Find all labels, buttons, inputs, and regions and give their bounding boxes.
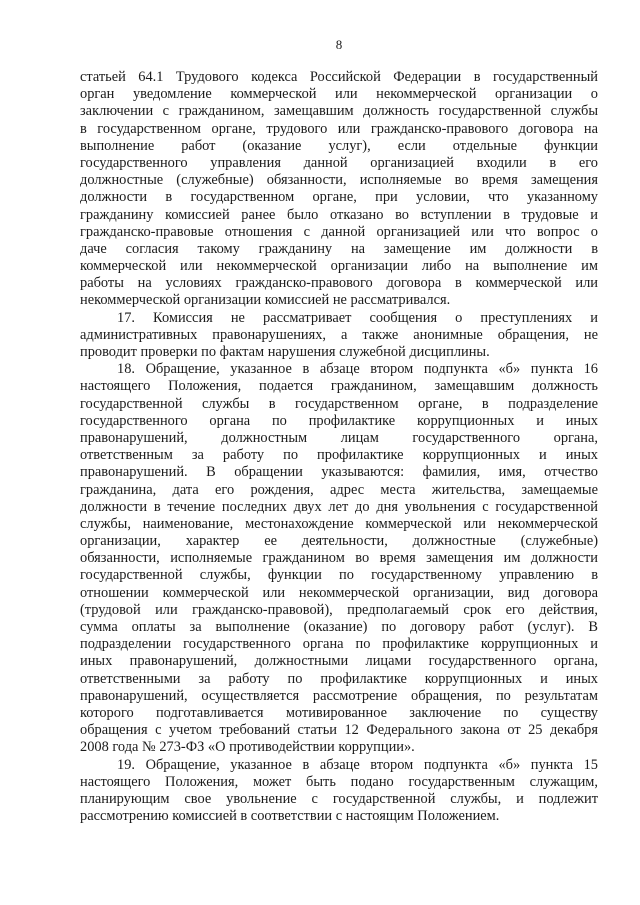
text-line: правонарушений. В обращении указываются: фамилия, имя, отчество <box>80 464 598 481</box>
text-line: гражданина, дата его рождения, адрес места жительства, замещаемые <box>80 481 598 498</box>
text-line: должности в государственном органе, при условии, что указанному <box>80 189 598 206</box>
text-line: 17. Комиссия не рассматривает сообщения о преступлениях и <box>117 309 598 326</box>
text-line: гражданско-правовые отношения с данной организацией или что вопрос о <box>80 223 598 240</box>
text-line: орган уведомление коммерческой или некоммерческой организации о <box>80 86 598 103</box>
text-line: государственной службы в государственном органе, в подразделение <box>80 395 598 412</box>
paragraph-18 <box>80 361 598 756</box>
text-line: даче согласия такому гражданину на замещение им должности в <box>80 240 598 257</box>
text-line: настоящего Положения, может быть подано государственным служащим, <box>80 773 598 790</box>
paragraph-17 <box>80 310 598 362</box>
text-line: заключении с гражданином, замещавшим должность государственной службы <box>80 103 598 120</box>
page-number: 8 <box>335 37 343 52</box>
text-line: рассмотрению комиссией в соответствии с настоящим Положением. <box>80 808 500 825</box>
text-line: выполнение работ (оказание услуг), если отдельные функции <box>80 137 598 154</box>
text-line: планирующим свое увольнение с государственной службы, и подлежит <box>80 790 598 807</box>
text-line: должности в течение последних двух лет до дня увольнения с государственной <box>80 498 598 515</box>
text-line: гражданину комиссией ранее было отказано во вступлении в трудовые и <box>80 206 598 223</box>
paragraph-continuation <box>80 69 598 310</box>
text-line: проводит проверки по фактам нарушения служебной дисциплины. <box>80 344 490 360</box>
text-line: сумма оплаты за выполнение (оказание) по договору работ (услуг). В <box>80 619 598 635</box>
text-line: 2008 года № 273-ФЗ «О противодействии коррупции». <box>80 739 415 756</box>
text-line: государственного управления данной организацией входили в его <box>80 154 598 171</box>
text-line: должностные (служебные) обязанности, исполняемые во время замещения <box>80 172 598 189</box>
text-line: обязанности, исполняемые гражданином во время замещения им должности <box>80 550 598 567</box>
text-line: подразделении государственного органа по профилактике коррупционных и <box>80 636 598 653</box>
text-line: обращения с учетом требований статьи 12 Федерального закона от 25 декабря <box>80 722 598 739</box>
text-line: ответственным за работу по профилактике коррупционных и иных <box>80 447 598 464</box>
text-line: коммерческой или некоммерческой организации либо на выполнение им <box>80 258 598 275</box>
text-line: 19. Обращение, указанное в абзаце втором подпункта «б» пункта 15 <box>117 756 598 773</box>
text-line: некоммерческой организации комиссией не рассматривался. <box>80 292 451 309</box>
document-body <box>80 69 598 825</box>
paragraph-19 <box>80 757 598 826</box>
text-line: в государственном органе, трудового или гражданско-правового договора на <box>80 120 598 137</box>
text-line: ответственными за работу по профилактике коррупционных и иных <box>80 670 598 687</box>
text-line: организации, характер ее деятельности, должностные (служебные) <box>80 533 598 550</box>
text-line: которого подготавливается мотивированное заключение по существу <box>80 704 598 721</box>
text-line: административных правонарушениях, а также анонимные обращения, не <box>80 326 598 343</box>
text-line: правонарушений, должностным лицам государственного органа, <box>80 429 598 446</box>
text-line: настоящего Положения, подается гражданином, замещавшим должность <box>80 378 598 395</box>
text-line: государственного органа по профилактике коррупционных и иных <box>80 412 598 429</box>
text-line: (трудовой или гражданско-правовой), предполагаемый срок его действия, <box>80 601 598 618</box>
text-line: статьей 64.1 Трудового кодекса Российской Федерации в государственный <box>80 69 598 85</box>
text-line: отношении коммерческой или некоммерческой организации, вид договора <box>80 584 598 601</box>
text-line: службы, наименование, местонахождение коммерческой или некоммерческой <box>80 515 598 532</box>
text-line: правонарушений, осуществляется рассмотрение обращения, по результатам <box>80 687 598 704</box>
text-line: 18. Обращение, указанное в абзаце втором подпункта «б» пункта 16 <box>117 361 598 378</box>
text-line: иных правонарушений, должностными лицами государственного органа, <box>80 653 598 670</box>
text-line: работы на условиях гражданско-правового договора в коммерческой или <box>80 275 598 292</box>
text-line: государственной службы, функции по государственному управлению в <box>80 567 598 584</box>
